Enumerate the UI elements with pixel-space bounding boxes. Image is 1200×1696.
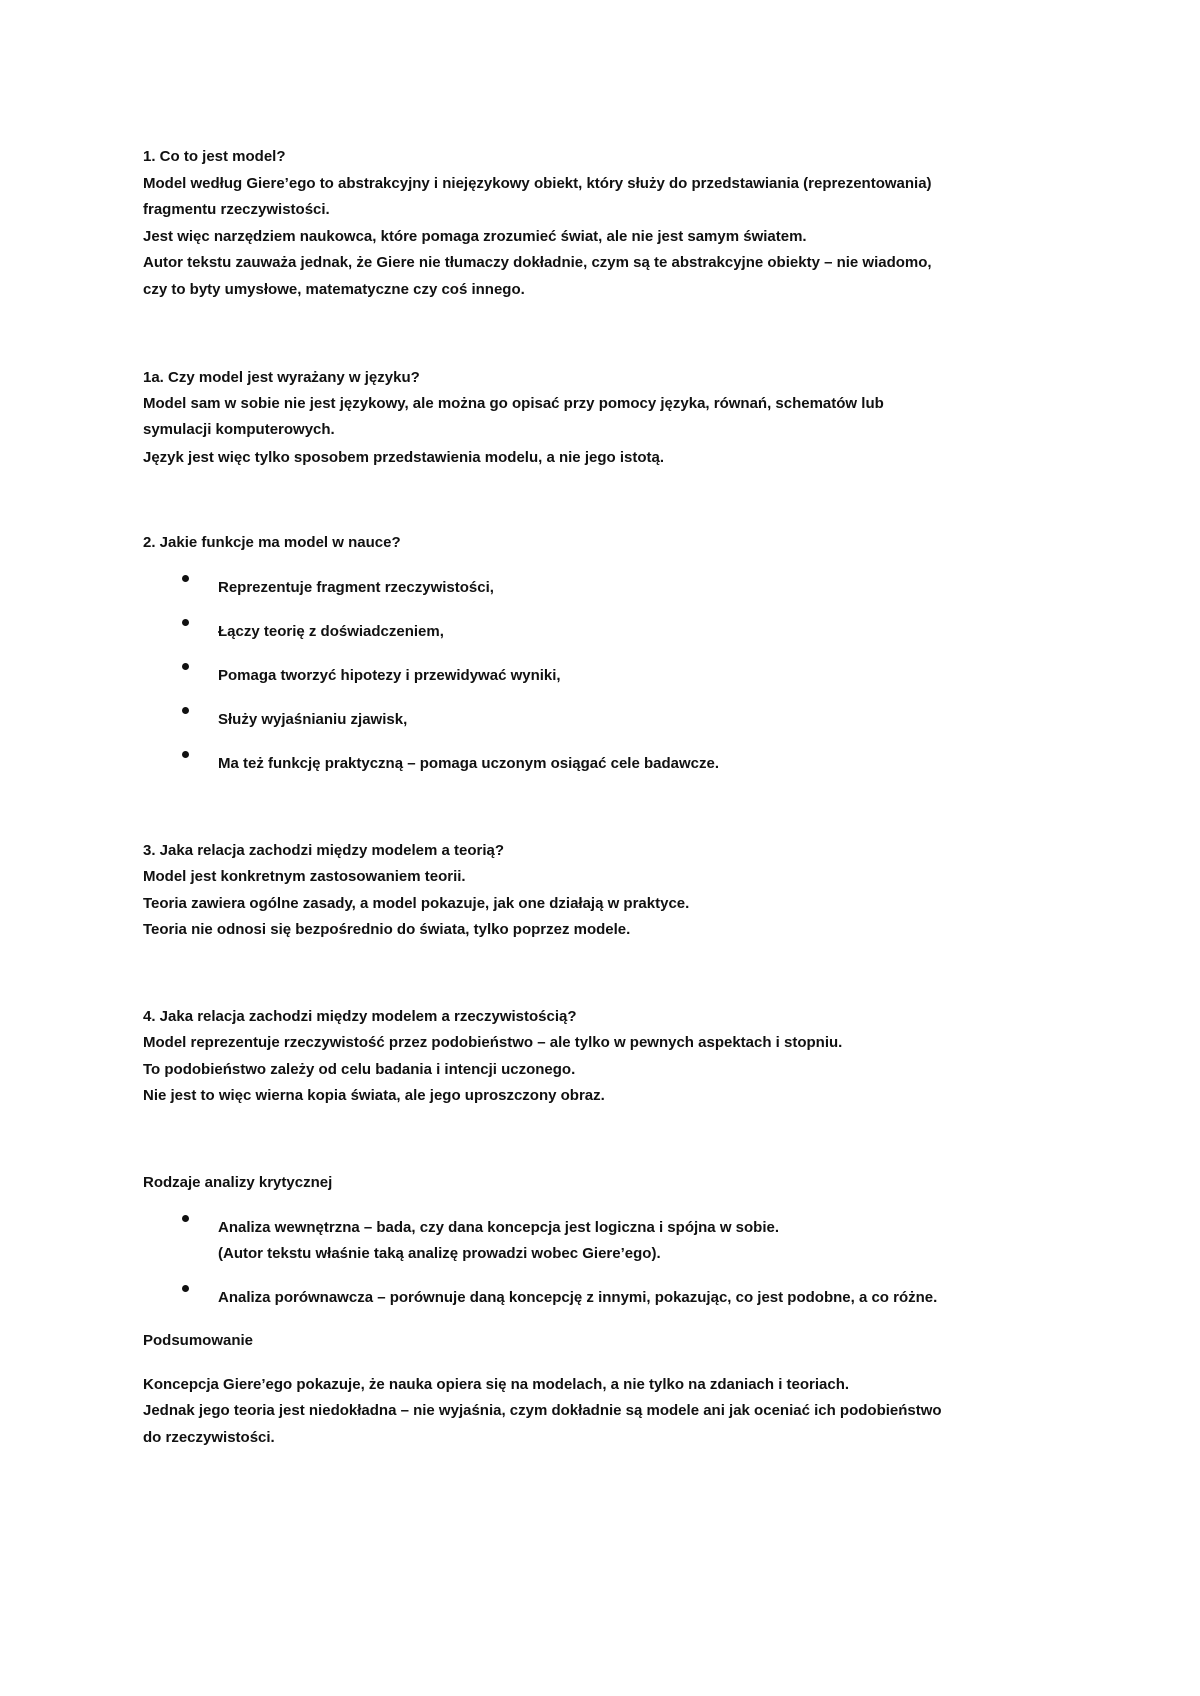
list-item-continuation: (Autor tekstu właśnie taką analizę prowadzi wobec Giere’ego).: [218, 1245, 661, 1262]
bullet-dot-icon: [182, 707, 189, 714]
paragraph-line: do rzeczywistości.: [143, 1429, 275, 1446]
paragraph-line: Teoria nie odnosi się bezpośrednio do świata, tylko poprzez modele.: [143, 921, 631, 938]
list-item: Reprezentuje fragment rzeczywistości,: [218, 579, 494, 596]
heading-analysis: Rodzaje analizy krytycznej: [143, 1174, 333, 1191]
bullet-dot-icon: [182, 1215, 189, 1222]
paragraph-line: czy to byty umysłowe, matematyczne czy coś innego.: [143, 281, 525, 298]
paragraph-line: Model według Giere’ego to abstrakcyjny i niejęzykowy obiekt, który służy do przedstawiania (reprezentowania): [143, 175, 932, 192]
heading-q2: 2. Jakie funkcje ma model w nauce?: [143, 534, 401, 551]
paragraph-line: Jednak jego teoria jest niedokładna – nie wyjaśnia, czym dokładnie są modele ani jak oceniać ich podobieństwo: [143, 1402, 942, 1419]
bullet-dot-icon: [182, 1285, 189, 1292]
list-item: Pomaga tworzyć hipotezy i przewidywać wyniki,: [218, 667, 561, 684]
paragraph-line: Teoria zawiera ogólne zasady, a model pokazuje, jak one działają w praktyce.: [143, 895, 690, 912]
paragraph-line: Model jest konkretnym zastosowaniem teorii.: [143, 868, 466, 885]
list-item: Łączy teorię z doświadczeniem,: [218, 623, 444, 640]
list-item: Służy wyjaśnianiu zjawisk,: [218, 711, 408, 728]
heading-q4: 4. Jaka relacja zachodzi między modelem a rzeczywistością?: [143, 1008, 577, 1025]
paragraph-line: Model sam w sobie nie jest językowy, ale można go opisać przy pomocy języka, równań, schematów lub: [143, 395, 884, 412]
paragraph-line: fragmentu rzeczywistości.: [143, 201, 330, 218]
bullet-dot-icon: [182, 619, 189, 626]
paragraph-line: Model reprezentuje rzeczywistość przez podobieństwo – ale tylko w pewnych aspektach i stopniu.: [143, 1034, 843, 1051]
heading-q1: 1. Co to jest model?: [143, 148, 286, 165]
heading-q3: 3. Jaka relacja zachodzi między modelem a teorią?: [143, 842, 504, 859]
paragraph-line: symulacji komputerowych.: [143, 421, 335, 438]
paragraph-line: Język jest więc tylko sposobem przedstawienia modelu, a nie jego istotą.: [143, 449, 664, 466]
list-item: Analiza wewnętrzna – bada, czy dana koncepcja jest logiczna i spójna w sobie.: [218, 1219, 779, 1236]
paragraph-line: To podobieństwo zależy od celu badania i intencji uczonego.: [143, 1061, 576, 1078]
paragraph-line: Jest więc narzędziem naukowca, które pomaga zrozumieć świat, ale nie jest samym światem.: [143, 228, 807, 245]
heading-q1a: 1a. Czy model jest wyrażany w języku?: [143, 369, 420, 386]
paragraph-line: Nie jest to więc wierna kopia świata, ale jego uproszczony obraz.: [143, 1087, 605, 1104]
bullet-dot-icon: [182, 575, 189, 582]
list-item: Analiza porównawcza – porównuje daną koncepcję z innymi, pokazując, co jest podobne, a co różne.: [218, 1289, 938, 1306]
bullet-dot-icon: [182, 751, 189, 758]
paragraph-line: Autor tekstu zauważa jednak, że Giere nie tłumaczy dokładnie, czym są te abstrakcyjne obiekty – nie wiadomo,: [143, 254, 932, 271]
paragraph-line: Koncepcja Giere’ego pokazuje, że nauka opiera się na modelach, a nie tylko na zdaniach i teoriach.: [143, 1376, 850, 1393]
bullet-dot-icon: [182, 663, 189, 670]
list-item: Ma też funkcję praktyczną – pomaga uczonym osiągać cele badawcze.: [218, 755, 720, 772]
heading-summary: Podsumowanie: [143, 1332, 254, 1349]
